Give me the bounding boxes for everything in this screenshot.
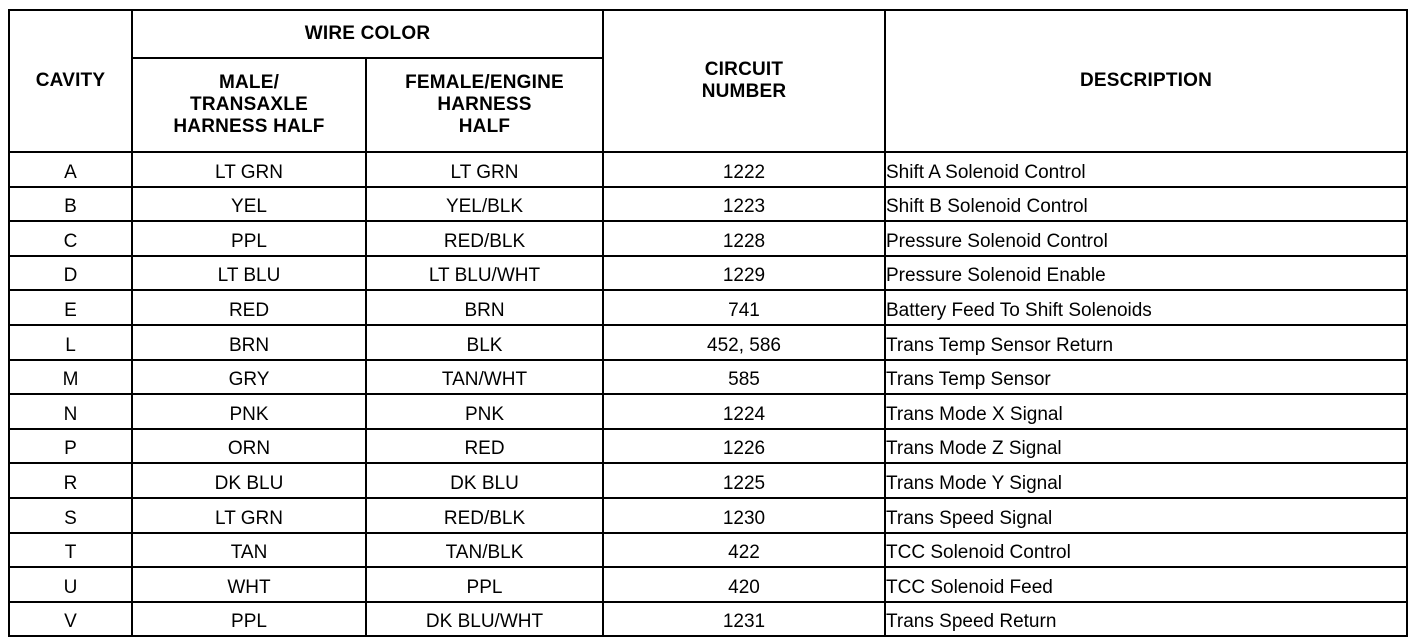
cell-cavity: S: [9, 498, 132, 533]
cell-description: Trans Temp Sensor: [885, 360, 1407, 395]
cell-male-wire-color: BRN: [132, 325, 366, 360]
cell-description: Trans Mode Z Signal: [885, 429, 1407, 464]
cell-male-wire-color: LT GRN: [132, 498, 366, 533]
cell-female-wire-color: TAN/BLK: [366, 533, 603, 568]
cell-circuit-number: 1223: [603, 187, 885, 222]
cell-cavity: C: [9, 221, 132, 256]
cell-circuit-number: 1225: [603, 463, 885, 498]
cell-description: Trans Mode X Signal: [885, 394, 1407, 429]
header-description: DESCRIPTION: [885, 10, 1407, 152]
cell-circuit-number: 1224: [603, 394, 885, 429]
cell-cavity: V: [9, 602, 132, 637]
cell-female-wire-color: TAN/WHT: [366, 360, 603, 395]
cell-male-wire-color: LT GRN: [132, 152, 366, 187]
cell-cavity: B: [9, 187, 132, 222]
cell-female-wire-color: DK BLU/WHT: [366, 602, 603, 637]
cell-male-wire-color: PPL: [132, 602, 366, 637]
cell-female-wire-color: PPL: [366, 567, 603, 602]
cell-cavity: P: [9, 429, 132, 464]
cell-cavity: L: [9, 325, 132, 360]
cell-male-wire-color: WHT: [132, 567, 366, 602]
cell-female-wire-color: PNK: [366, 394, 603, 429]
cell-male-wire-color: TAN: [132, 533, 366, 568]
cell-male-wire-color: PNK: [132, 394, 366, 429]
cell-cavity: T: [9, 533, 132, 568]
table-row: [9, 602, 1407, 637]
table-row: [9, 256, 1407, 291]
cell-description: Trans Temp Sensor Return: [885, 325, 1407, 360]
cell-circuit-number: 1230: [603, 498, 885, 533]
cell-female-wire-color: BLK: [366, 325, 603, 360]
table-row: [9, 325, 1407, 360]
pinout-table-body: [9, 152, 1407, 636]
cell-description: TCC Solenoid Feed: [885, 567, 1407, 602]
header-female-engine-harness-half: FEMALE/ENGINE HARNESS HALF: [366, 58, 603, 152]
cell-cavity: U: [9, 567, 132, 602]
connector-pinout-sheet: [8, 9, 1416, 633]
cell-circuit-number: 420: [603, 567, 885, 602]
table-row: [9, 187, 1407, 222]
header-wire-color: WIRE COLOR: [132, 10, 603, 58]
cell-description: Pressure Solenoid Enable: [885, 256, 1407, 291]
cell-circuit-number: 741: [603, 290, 885, 325]
header-row-top: [9, 10, 1407, 58]
cell-description: Battery Feed To Shift Solenoids: [885, 290, 1407, 325]
cell-cavity: E: [9, 290, 132, 325]
cell-male-wire-color: LT BLU: [132, 256, 366, 291]
table-row: [9, 498, 1407, 533]
cell-female-wire-color: RED/BLK: [366, 221, 603, 256]
cell-cavity: M: [9, 360, 132, 395]
cell-circuit-number: 1231: [603, 602, 885, 637]
table-row: [9, 567, 1407, 602]
table-row: [9, 290, 1407, 325]
cell-male-wire-color: YEL: [132, 187, 366, 222]
cell-female-wire-color: RED/BLK: [366, 498, 603, 533]
cell-description: Shift A Solenoid Control: [885, 152, 1407, 187]
cell-female-wire-color: RED: [366, 429, 603, 464]
cell-cavity: A: [9, 152, 132, 187]
cell-description: Shift B Solenoid Control: [885, 187, 1407, 222]
header-male-transaxle-harness-half: MALE/ TRANSAXLE HARNESS HALF: [132, 58, 366, 152]
cell-circuit-number: 422: [603, 533, 885, 568]
cell-description: TCC Solenoid Control: [885, 533, 1407, 568]
cell-male-wire-color: PPL: [132, 221, 366, 256]
table-row: [9, 463, 1407, 498]
cell-male-wire-color: ORN: [132, 429, 366, 464]
cell-circuit-number: 452, 586: [603, 325, 885, 360]
table-row: [9, 394, 1407, 429]
header-circuit-number: CIRCUIT NUMBER: [603, 10, 885, 152]
cell-circuit-number: 1228: [603, 221, 885, 256]
cell-female-wire-color: DK BLU: [366, 463, 603, 498]
cell-description: Trans Speed Return: [885, 602, 1407, 637]
table-row: [9, 221, 1407, 256]
connector-pinout-table: [8, 9, 1408, 637]
cell-circuit-number: 1226: [603, 429, 885, 464]
cell-female-wire-color: YEL/BLK: [366, 187, 603, 222]
cell-female-wire-color: BRN: [366, 290, 603, 325]
cell-circuit-number: 1222: [603, 152, 885, 187]
cell-cavity: D: [9, 256, 132, 291]
table-row: [9, 429, 1407, 464]
header-cavity: CAVITY: [9, 10, 132, 152]
table-row: [9, 152, 1407, 187]
cell-cavity: R: [9, 463, 132, 498]
cell-description: Pressure Solenoid Control: [885, 221, 1407, 256]
cell-description: Trans Speed Signal: [885, 498, 1407, 533]
table-row: [9, 533, 1407, 568]
cell-circuit-number: 1229: [603, 256, 885, 291]
cell-female-wire-color: LT BLU/WHT: [366, 256, 603, 291]
cell-male-wire-color: DK BLU: [132, 463, 366, 498]
cell-female-wire-color: LT GRN: [366, 152, 603, 187]
cell-male-wire-color: RED: [132, 290, 366, 325]
cell-description: Trans Mode Y Signal: [885, 463, 1407, 498]
cell-circuit-number: 585: [603, 360, 885, 395]
table-row: [9, 360, 1407, 395]
cell-cavity: N: [9, 394, 132, 429]
cell-male-wire-color: GRY: [132, 360, 366, 395]
